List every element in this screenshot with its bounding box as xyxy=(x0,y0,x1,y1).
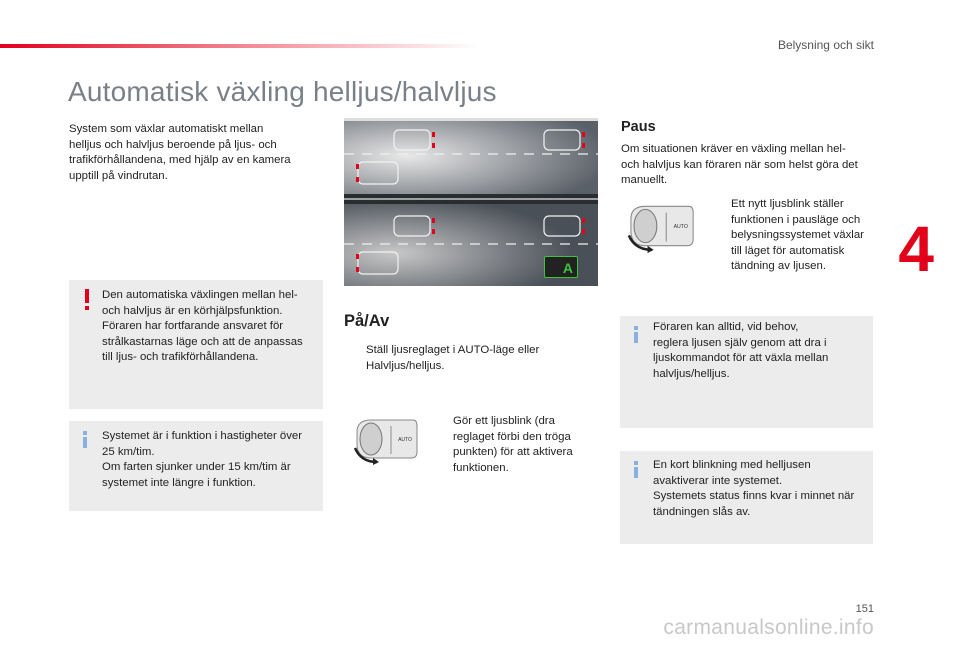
lever-auto-label: AUTO xyxy=(673,224,688,231)
info-text-manual: Föraren kan alltid, vid behov, reglera ljusen själv genom att dra i ljuskommandot för att växla mellan halvljus/helljus. xyxy=(653,321,829,380)
light-lever-icon xyxy=(624,198,698,254)
warning-text: Den automatiska växlingen mellan hel- och halvljus är en körhjälpsfunktion. Föraren har fortfarande ansvaret för strålkastarnas läge och att de anpassas till ljus- och trafikförhållandena. xyxy=(102,289,303,364)
light-lever-icon xyxy=(351,412,421,466)
info-text-flash: En kort blinkning med helljusen avaktiverar inte systemet. Systemets status finns kvar i minnet när tändningen slås av. xyxy=(653,459,855,518)
watermark: carmanualsonline.info xyxy=(663,616,874,639)
chapter-number: 4 xyxy=(898,213,934,285)
paus-heading: Paus xyxy=(621,119,656,135)
warning-box xyxy=(69,280,323,409)
paus-step: Ett nytt ljusblink ställer funktionen i pausläge och belysningssystemet växlar till läget för automatisk tändning av ljusen. xyxy=(731,198,864,273)
info-box-manual xyxy=(620,316,873,428)
auto-headlamp-indicator-icon: A xyxy=(544,256,578,278)
info-box-speed xyxy=(69,421,323,511)
info-icon xyxy=(634,467,638,478)
info-icon xyxy=(83,437,87,448)
light-lever-illustration-paus xyxy=(624,198,698,254)
light-lever-illustration xyxy=(351,412,421,466)
pa-av-step2: Gör ett ljusblink (dra reglaget förbi den tröga punkten) för att aktivera funktionen. xyxy=(453,415,573,474)
paus-intro: Om situationen kräver en växling mellan hel- och halvljus kan föraren när som helst göra det manuellt. xyxy=(621,143,858,187)
intro-text: System som växlar automatiskt mellan helljus och halvljus beroende på ljus- och trafikförhållandena, med hjälp av en kamera upptill på vindrutan. xyxy=(69,123,291,182)
section-title: Belysning och sikt xyxy=(777,38,874,52)
lever-auto-label: AUTO xyxy=(398,437,412,443)
info-text-speed: Systemet är i funktion i hastigheter över 25 km/tim. Om farten sjunker under 15 km/tim är systemet inte längre i funktion. xyxy=(102,430,303,489)
warning-icon xyxy=(85,289,89,303)
info-box-flash xyxy=(620,451,873,544)
page-number: 151 xyxy=(855,603,874,615)
road-illustration xyxy=(344,118,598,286)
pa-av-step1: Ställ ljusreglaget i AUTO-läge eller Halvljus/helljus. xyxy=(366,344,540,372)
header-accent-bar xyxy=(0,44,480,48)
info-icon xyxy=(634,332,638,343)
page-title: Automatisk växling helljus/halvljus xyxy=(68,76,497,107)
pa-av-heading: På/Av xyxy=(344,312,390,330)
